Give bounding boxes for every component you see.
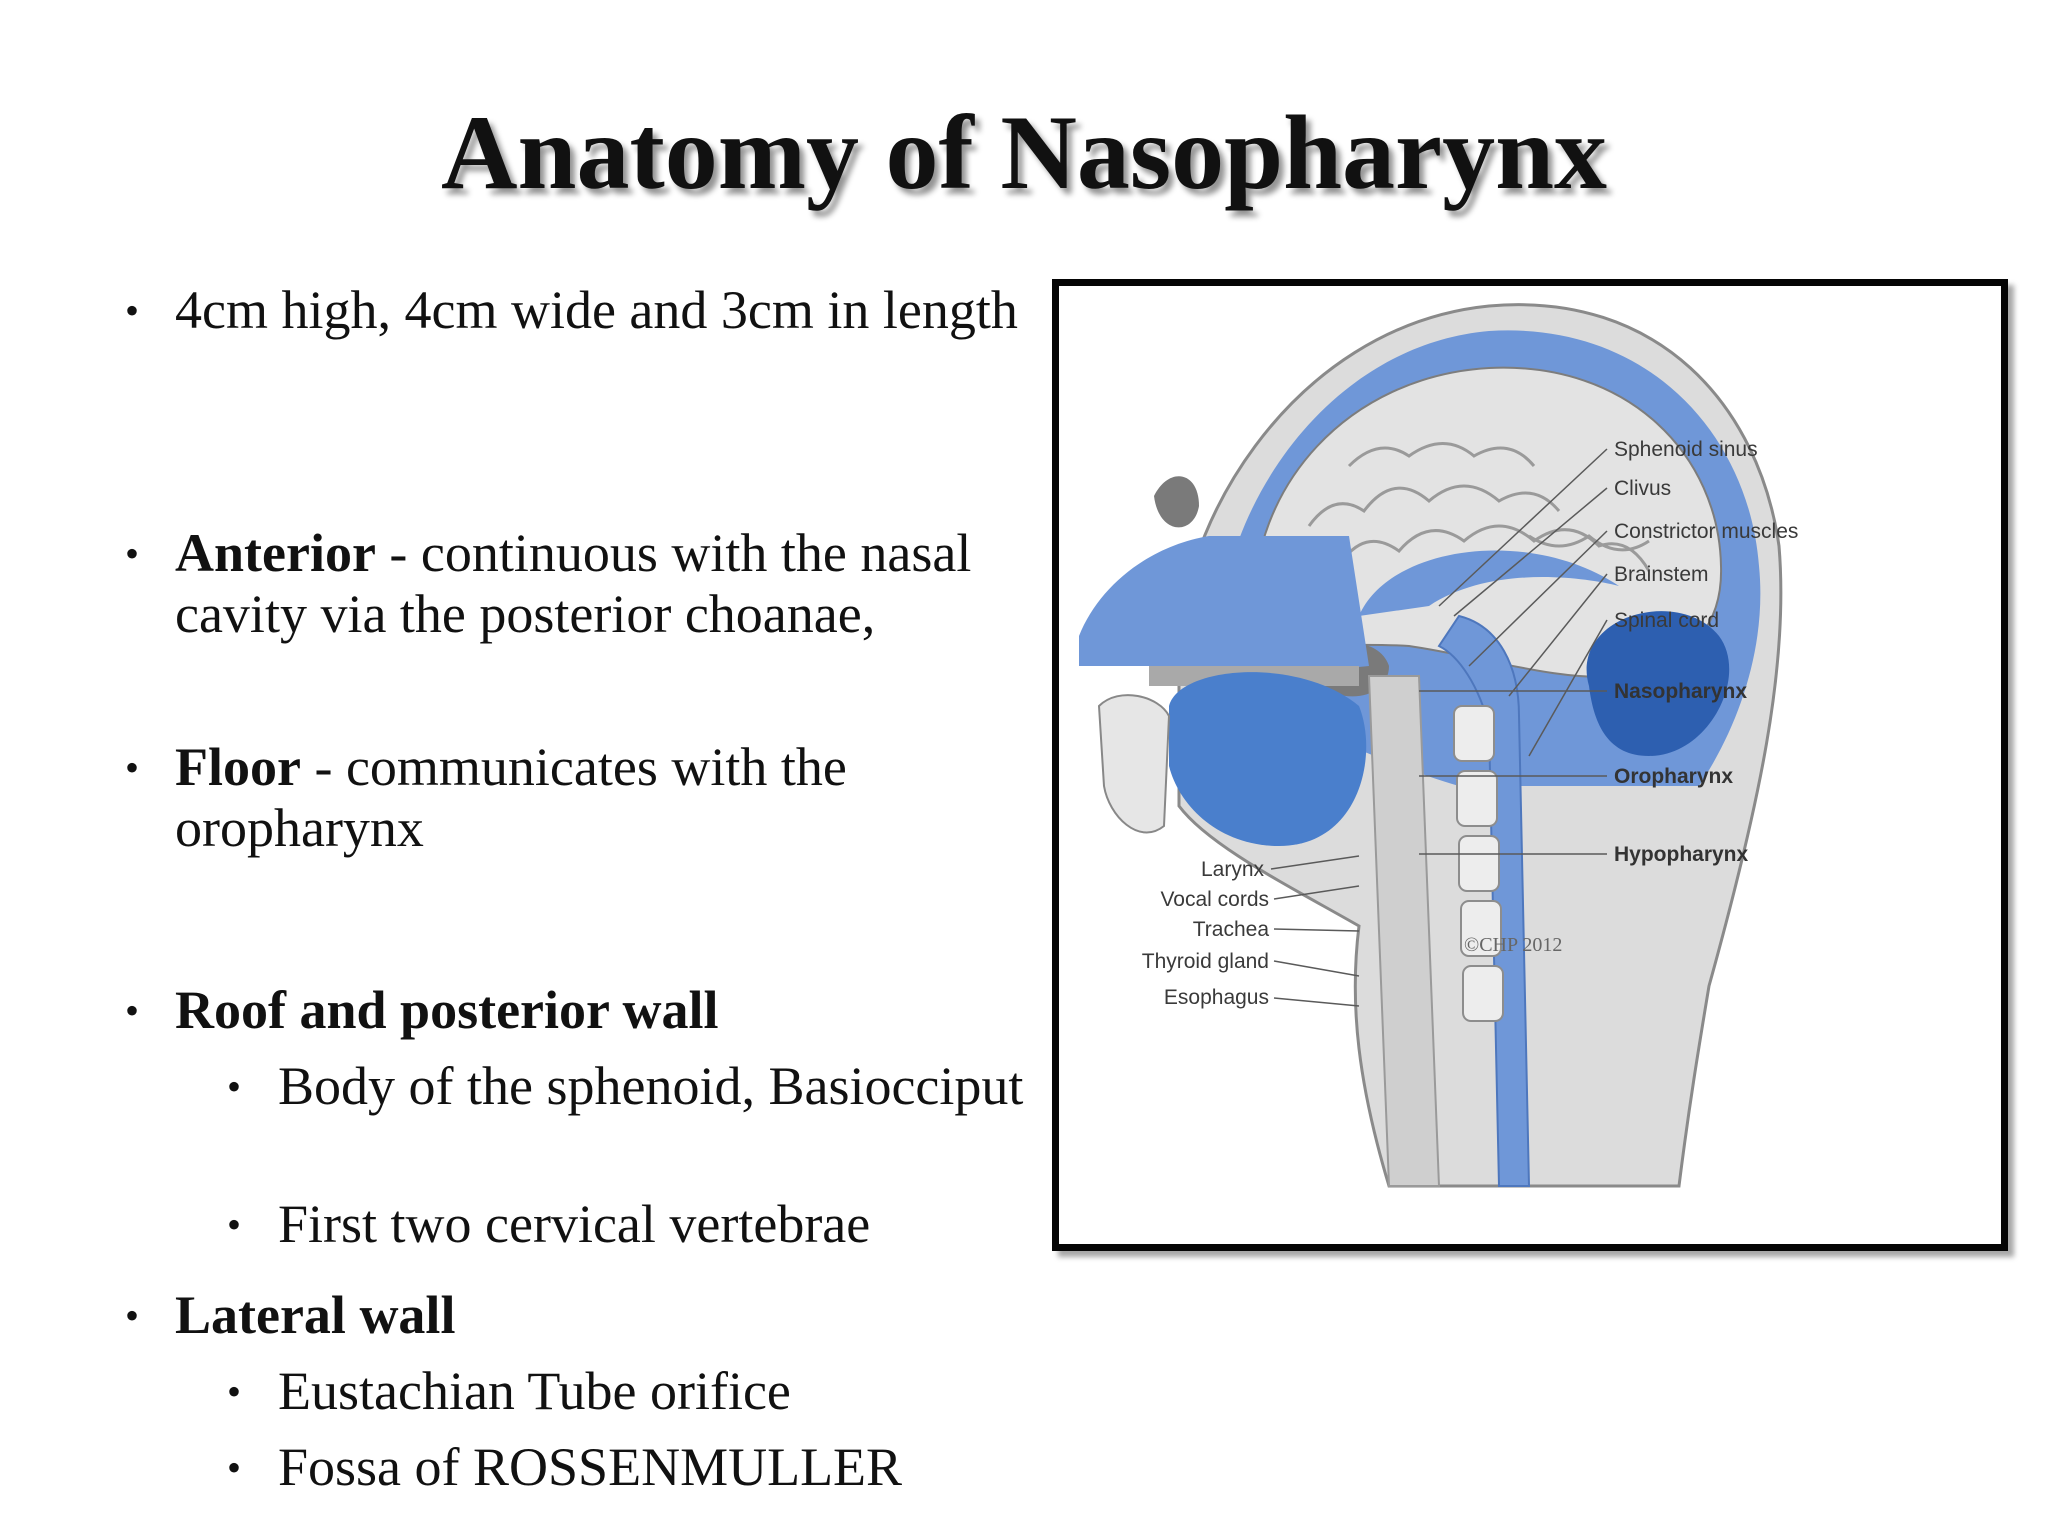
bullet-dot: •	[125, 745, 140, 790]
bullet-heading: Floor	[175, 737, 301, 797]
bullet-text: - communicates with the oropharynx	[175, 737, 847, 858]
label-larynx: Larynx	[1200, 858, 1264, 881]
figure-watermark: ©CHP 2012	[1464, 934, 1563, 956]
bullet-roof	[125, 980, 1055, 1041]
label-clivus: Clivus	[1614, 477, 1672, 500]
label-esophagus: Esophagus	[1163, 986, 1269, 1009]
bullet-heading: Anterior	[175, 523, 376, 583]
nasal-cavity	[1079, 536, 1369, 676]
sub-bullet-vertebrae	[125, 1194, 1078, 1255]
sub-bullet-eustachian	[125, 1361, 1078, 1422]
label-trachea: Trachea	[1192, 918, 1269, 941]
label-thyroid-gland: Thyroid gland	[1141, 950, 1269, 973]
bullet-dot: •	[227, 1064, 242, 1109]
label-hypopharynx: Hypopharynx	[1614, 843, 1749, 866]
bullet-dot: •	[227, 1369, 242, 1414]
bullet-anterior	[125, 523, 1055, 645]
slide-title: Anatomy of Nasopharynx	[440, 94, 1608, 211]
sub-bullet-text: First two cervical vertebrae	[278, 1194, 871, 1254]
anatomy-figure	[1052, 279, 2008, 1251]
bullet-dot: •	[125, 988, 140, 1033]
bullet-text: - continuous with the nasal cavity via the posterior choanae,	[175, 523, 972, 644]
bullet-text: 4cm high, 4cm wide and 3cm in length	[175, 280, 1018, 340]
label-vocal-cords: Vocal cords	[1160, 888, 1269, 911]
label-brainstem: Brainstem	[1614, 563, 1709, 586]
bullet-dimensions	[125, 280, 1055, 341]
label-oropharynx: Oropharynx	[1614, 765, 1734, 788]
sub-bullet-text: Fossa of ROSSENMULLER	[278, 1437, 903, 1497]
bullet-heading: Roof and posterior wall	[175, 980, 719, 1040]
sub-bullet-rossenmuller	[125, 1437, 1078, 1498]
bullet-floor	[125, 737, 1055, 859]
bullet-dot: •	[227, 1445, 242, 1490]
head-sagittal-illustration	[1059, 286, 2001, 1244]
bullet-dot: •	[125, 531, 140, 576]
label-spinal-cord: Spinal cord	[1614, 609, 1720, 632]
label-constrictor-muscles: Constrictor muscles	[1614, 520, 1799, 543]
bullet-heading: Lateral wall	[175, 1285, 456, 1345]
sub-bullet-text: Body of the sphenoid, Basiocciput	[278, 1056, 1024, 1116]
bullet-dot: •	[227, 1202, 242, 1247]
label-sphenoid-sinus: Sphenoid sinus	[1614, 438, 1758, 461]
sub-bullet-text: Eustachian Tube orifice	[278, 1361, 791, 1421]
sub-bullet-sphenoid	[125, 1056, 1078, 1117]
frontal-sinus	[1154, 476, 1199, 527]
label-nasopharynx: Nasopharynx	[1614, 680, 1748, 703]
bullet-dot: •	[125, 288, 140, 333]
bullet-lateral-wall	[125, 1285, 1055, 1346]
lips	[1099, 695, 1169, 832]
bullet-dot: •	[125, 1293, 140, 1338]
